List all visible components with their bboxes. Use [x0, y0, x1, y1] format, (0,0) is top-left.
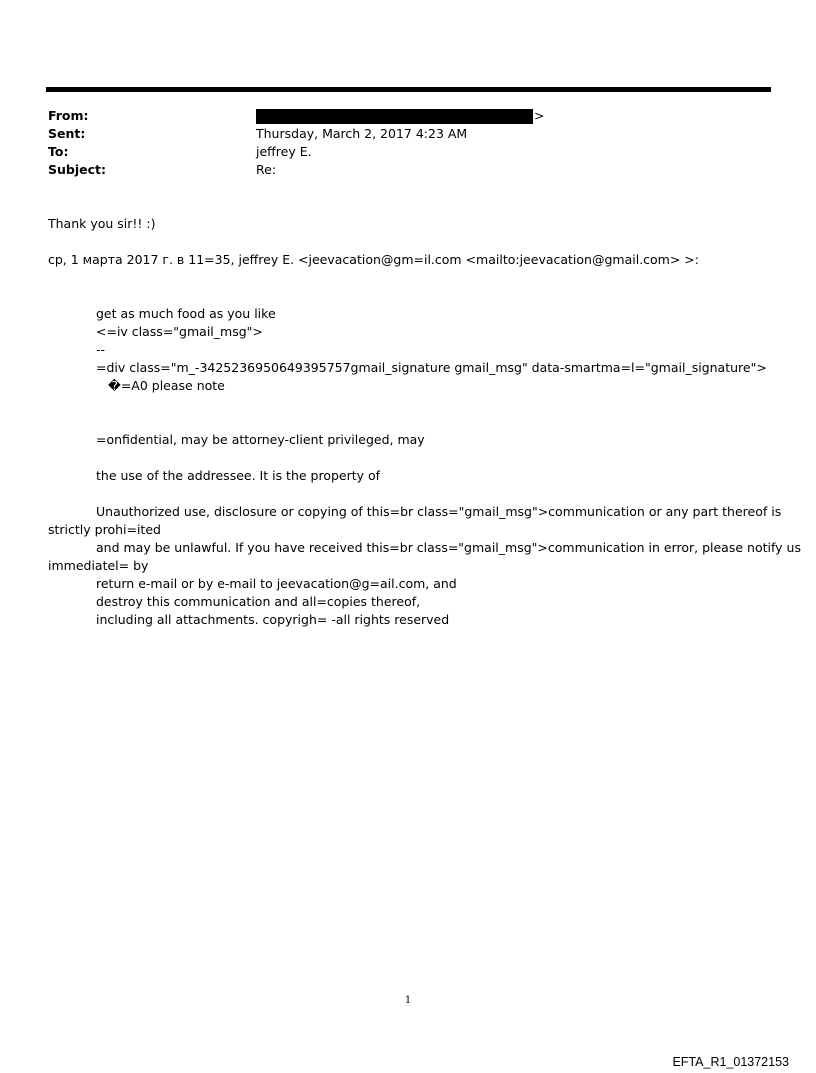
- to-value: jeffrey E.: [256, 144, 312, 159]
- quoted-line: including all attachments. copyrigh= -all rights reserved: [96, 612, 450, 627]
- header-divider-rule: [46, 87, 771, 92]
- sent-label: Sent:: [48, 126, 86, 141]
- quoted-line: the use of the addressee. It is the property of: [96, 468, 381, 483]
- quoted-line: --: [96, 342, 106, 357]
- quoted-line: =onfidential, may be attorney-client privileged, may: [96, 432, 425, 447]
- sent-value: Thursday, March 2, 2017 4:23 AM: [256, 126, 468, 141]
- to-label: To:: [48, 144, 69, 159]
- quoted-line: �=A0 please note: [108, 378, 225, 393]
- from-label: From:: [48, 108, 89, 123]
- document-id: EFTA_R1_01372153: [672, 1055, 789, 1069]
- quoted-line: return e-mail or by e-mail to jeevacation@g=ail.com, and: [96, 576, 457, 591]
- quoted-line: get as much food as you like: [96, 306, 276, 321]
- quoted-line: Unauthorized use, disclosure or copying of this=br class="gmail_msg">communication or any part thereof is: [96, 504, 782, 519]
- quoted-line: immediatel= by: [48, 558, 149, 573]
- quoted-line: strictly prohi=ited: [48, 522, 161, 537]
- quoted-line: destroy this communication and all=copies thereof,: [96, 594, 421, 609]
- from-value-tail: >: [534, 108, 545, 123]
- page-number: 1: [404, 995, 412, 1006]
- quoted-line: =div class="m_-3425236950649395757gmail_signature gmail_msg" data-smartma=l="gmail_signature">: [96, 360, 767, 375]
- quoted-line: <=iv class="gmail_msg">: [96, 324, 263, 339]
- subject-value: Re:: [256, 162, 277, 177]
- subject-label: Subject:: [48, 162, 106, 177]
- from-redaction-block: [256, 109, 533, 124]
- reply-text: Thank you sir!! :): [48, 216, 156, 231]
- quote-header: ср, 1 марта 2017 г. в 11=35, jeffrey E. <jeevacation@gm=il.com <mailto:jeevacation@gmail.com> >:: [48, 252, 699, 267]
- quoted-line: and may be unlawful. If you have received this=br class="gmail_msg">communication in error, please notify us: [96, 540, 801, 555]
